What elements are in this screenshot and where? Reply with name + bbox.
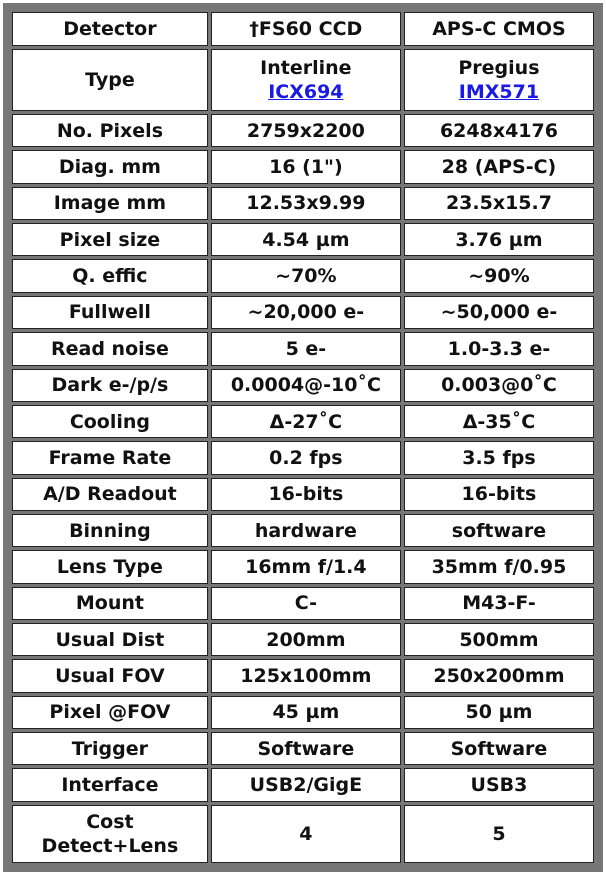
cmos-value: 250x200mm (404, 659, 594, 692)
row-label: Lens Type (12, 550, 208, 583)
row-label: Frame Rate (12, 441, 208, 474)
cmos-value: 3.76 µm (404, 223, 594, 256)
table-row (12, 296, 594, 329)
row-label: Pixel @FOV (12, 696, 208, 729)
cmos-value: 23.5x15.7 (404, 187, 594, 220)
row-label: Q. effic (12, 259, 208, 292)
row-label: No. Pixels (12, 114, 208, 147)
cmos-value: software (404, 514, 594, 547)
type-ccd-line1: Interline (260, 57, 352, 79)
row-label: Mount (12, 587, 208, 620)
row-label: A/D Readout (12, 478, 208, 511)
table-row (12, 478, 594, 511)
table-row (12, 332, 594, 365)
cmos-value: ~50,000 e- (404, 296, 594, 329)
detector-comparison-table (9, 9, 597, 866)
cmos-value: ~90% (404, 259, 594, 292)
row-label: Type (12, 49, 208, 111)
cost-ccd: 4 (211, 805, 401, 863)
table-row (12, 405, 594, 438)
spec-table-frame (3, 3, 603, 872)
row-label: Usual FOV (12, 659, 208, 692)
table-row (12, 696, 594, 729)
cmos-value: 3.5 fps (404, 441, 594, 474)
cmos-value: M43-F- (404, 587, 594, 620)
header-row (12, 12, 594, 46)
table-row (12, 587, 594, 620)
row-label: Interface (12, 768, 208, 802)
header-cell-cmos: APS-C CMOS (404, 12, 594, 46)
cost-label-line2: Detect+Lens (41, 835, 179, 857)
row-label: Pixel size (12, 223, 208, 256)
ccd-value: Δ-27˚C (211, 405, 401, 438)
row-label: Cooling (12, 405, 208, 438)
ccd-value: USB2/GigE (211, 768, 401, 802)
ccd-value: 16-bits (211, 478, 401, 511)
ccd-value: 16mm f/1.4 (211, 550, 401, 583)
cmos-value: Δ-35˚C (404, 405, 594, 438)
ccd-value: 4.54 µm (211, 223, 401, 256)
cmos-value: 500mm (404, 623, 594, 656)
type-cell-cmos (404, 49, 594, 111)
table-row (12, 369, 594, 402)
cost-label-line1: Cost (86, 811, 134, 833)
table-row (12, 114, 594, 147)
table-row (12, 732, 594, 765)
row-label: Read noise (12, 332, 208, 365)
row-label: Dark e-/p/s (12, 369, 208, 402)
ccd-value: 5 e- (211, 332, 401, 365)
type-cmos-line1: Pregius (458, 57, 540, 79)
cmos-value: 28 (APS-C) (404, 150, 594, 183)
ccd-value: 2759x2200 (211, 114, 401, 147)
table-row (12, 623, 594, 656)
ccd-value: 0.0004@-10˚C (211, 369, 401, 402)
ccd-value: 0.2 fps (211, 441, 401, 474)
ccd-value: 16 (1") (211, 150, 401, 183)
type-row (12, 49, 594, 111)
table-row (12, 550, 594, 583)
table-row (12, 514, 594, 547)
row-label: Binning (12, 514, 208, 547)
row-label: Image mm (12, 187, 208, 220)
row-label: Usual Dist (12, 623, 208, 656)
ccd-value: 200mm (211, 623, 401, 656)
cmos-value: 50 µm (404, 696, 594, 729)
ccd-value: ~70% (211, 259, 401, 292)
cost-label-cell (12, 805, 208, 863)
table-row (12, 441, 594, 474)
imx571-link[interactable]: IMX571 (458, 81, 540, 103)
table-row (12, 223, 594, 256)
ccd-value: C- (211, 587, 401, 620)
cmos-value: USB3 (404, 768, 594, 802)
ccd-value: 45 µm (211, 696, 401, 729)
row-label: Trigger (12, 732, 208, 765)
table-row (12, 150, 594, 183)
ccd-value: 12.53x9.99 (211, 187, 401, 220)
type-cell-ccd (211, 49, 401, 111)
cost-row (12, 805, 594, 863)
table-row (12, 259, 594, 292)
cost-cmos: 5 (404, 805, 594, 863)
cmos-value: 35mm f/0.95 (404, 550, 594, 583)
header-cell-ccd: †FS60 CCD (211, 12, 401, 46)
table-row (12, 659, 594, 692)
cmos-value: 0.003@0˚C (404, 369, 594, 402)
cmos-value: 1.0-3.3 e- (404, 332, 594, 365)
cmos-value: 16-bits (404, 478, 594, 511)
cmos-value: Software (404, 732, 594, 765)
row-label: Diag. mm (12, 150, 208, 183)
header-cell-detector: Detector (12, 12, 208, 46)
table-row (12, 768, 594, 802)
icx694-link[interactable]: ICX694 (268, 81, 344, 103)
ccd-value: 125x100mm (211, 659, 401, 692)
table-row (12, 187, 594, 220)
ccd-value: hardware (211, 514, 401, 547)
ccd-value: ~20,000 e- (211, 296, 401, 329)
row-label: Fullwell (12, 296, 208, 329)
ccd-value: Software (211, 732, 401, 765)
cmos-value: 6248x4176 (404, 114, 594, 147)
